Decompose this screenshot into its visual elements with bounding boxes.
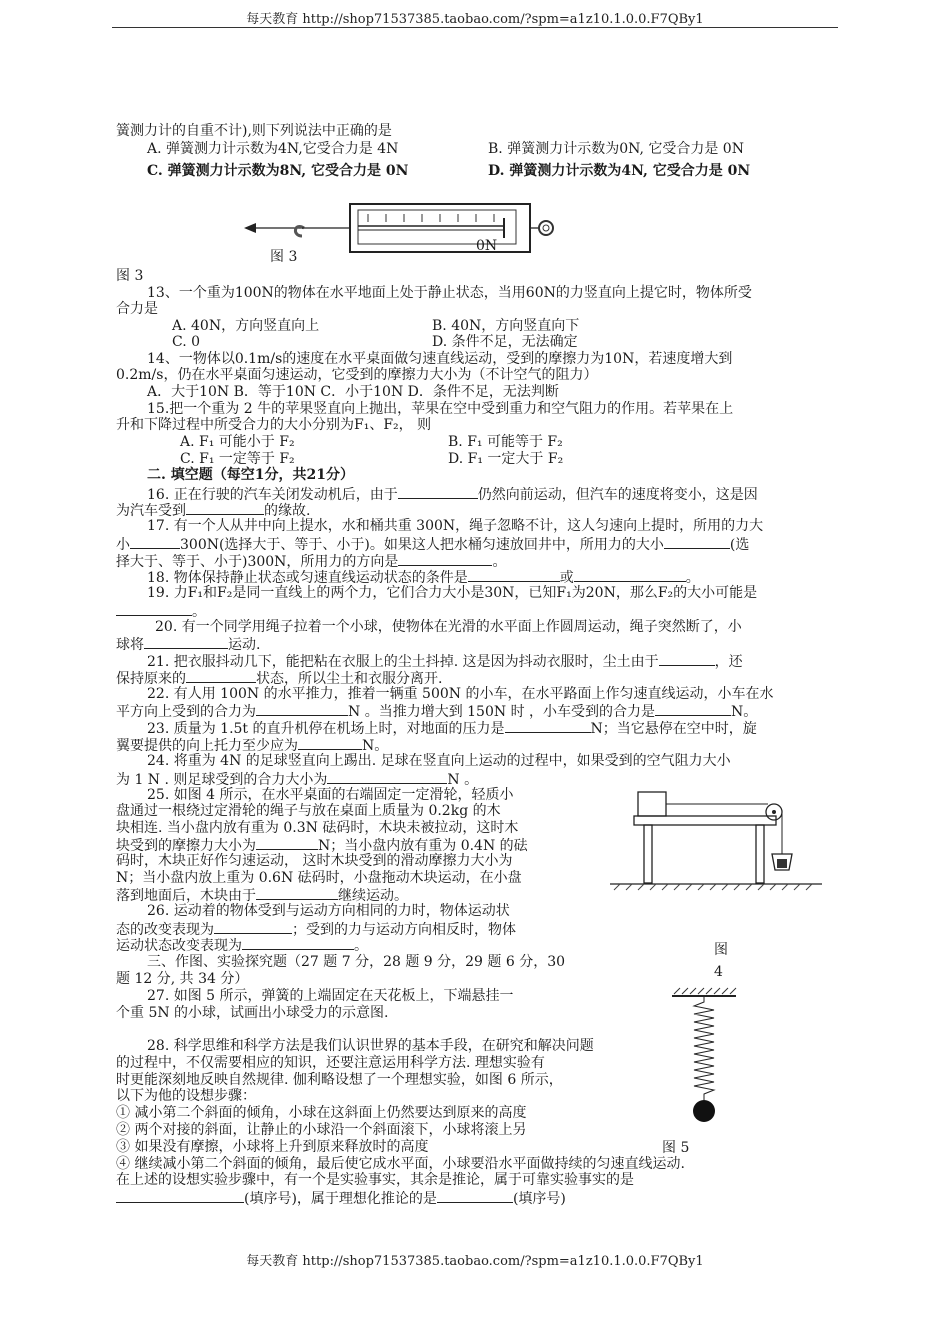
q16-blank-2[interactable]	[186, 501, 264, 515]
q25-text-4b: N；当小盘内放有重为 0.4N 的砝	[318, 838, 528, 854]
q15-option-d: D. F₁ 一定大于 F₂	[448, 451, 564, 467]
q28-line-4: 以下为他的设想步骤：	[116, 1088, 256, 1104]
q21-text-4: 状态，所以尘土和衣服分离开.	[256, 671, 443, 687]
q13-option-a: A. 40N，方向竖直向上	[172, 318, 320, 334]
q12-option-b: B. 弹簧测力计示数为0N, 它受合力是 0N	[488, 141, 744, 157]
q21-blank-2[interactable]	[186, 669, 256, 683]
q28-step-3: ③ 如果没有摩擦，小球将上升到原来释放时的高度	[116, 1139, 429, 1155]
q22-text-4: N。	[731, 704, 758, 720]
figure-5-spring-ball	[666, 984, 746, 1132]
figure-3-inner-label: 图 3	[270, 249, 298, 265]
q28-line-3: 时更能深刻地反映自然规律. 伽利略设想了一个理想实验，如图 6 所示，	[116, 1072, 563, 1088]
q24-text-3: N 。	[447, 772, 479, 788]
q27-line-2: 个重 5N 的小球，试画出小球受力的示意图.	[116, 1005, 389, 1021]
q13-line-1: 13、一个重为100N的物体在水平地面上处于静止状态，当用60N的力竖直向上提它时，物体所受	[147, 285, 752, 301]
q28-blank-2[interactable]	[437, 1189, 513, 1203]
q23-blank-2[interactable]	[298, 736, 362, 750]
q23-text-3: 翼要提供的向上托力至少应为	[116, 738, 298, 754]
figure-3-caption: 图 3	[116, 268, 144, 284]
q17-text-5: 择大于、等于、小于)300N，所用力的方向是	[116, 554, 399, 570]
q17-blank-1[interactable]	[130, 535, 180, 549]
q28-line-5: 在上述的设想实验步骤中，有一个是实验事实，其余是推论，属于可靠实验事实的是	[116, 1172, 634, 1188]
q26-text-2b: ；受到的力与运动方向相反时，物体	[292, 922, 516, 938]
q16-blank-1[interactable]	[398, 485, 478, 499]
q15-line-2: 升和下降过程中所受合力的大小分别为F₁、F₂， 则	[116, 417, 432, 433]
q26-blank-2[interactable]	[242, 936, 354, 950]
q20-text-2: 球将	[116, 637, 144, 653]
q24-line-1: 24. 将重为 4N 的足球竖直向上踢出. 足球在竖直向上运动的过程中，如果受到的空气阻力大小	[147, 753, 731, 769]
q19-text-2: 。	[192, 604, 206, 620]
q26-text-3a: 运动状态改变表现为	[116, 938, 242, 954]
q12-stem: 簧测力计的自重不计),则下列说法中正确的是	[116, 123, 392, 139]
q25-blank-2[interactable]	[256, 886, 338, 900]
q28-line-1: 28. 科学思维和科学方法是我们认识世界的基本手段，在研究和解决问题	[147, 1038, 594, 1054]
q15-option-c: C. F₁ 一定等于 F₂	[180, 451, 295, 467]
q16-text-4: 的缘故.	[264, 503, 311, 519]
q22-line-1: 22. 有人用 100N 的水平推力，推着一辆重 500N 的小车，在水平路面上作匀速直线运动，小车在水	[147, 686, 774, 702]
q13-line-2: 合力是	[116, 301, 158, 317]
q25-blank-1[interactable]	[256, 836, 318, 850]
q26-blank-1[interactable]	[214, 920, 292, 934]
section-3-line-2: 题 12 分, 共 34 分）	[116, 971, 249, 987]
q26-text-2a: 态的改变表现为	[116, 922, 214, 938]
q17-line-1: 17. 有一个人从井中向上提水，水和桶共重 300N，绳子忽略不计，这人匀速向上提时，所用的力大	[147, 518, 764, 534]
q27-line-1: 27. 如图 5 所示，弹簧的上端固定在天花板上，下端悬挂一	[147, 988, 514, 1004]
q21-blank-1[interactable]	[659, 652, 715, 666]
q25-text-7a: 落到地面后，木块由于	[116, 888, 256, 904]
section-3-line-1: 三、作图、实验探究题（27 题 7 分，28 题 9 分，29 题 6 分，30	[147, 954, 566, 970]
q28-line-2: 的过程中，不仅需要相应的知识，还要注意运用科学方法. 理想实验有	[116, 1055, 545, 1071]
header-top: 每天教育 http://shop71537385.taobao.com/?spm=a1z10.1.0.0.F7QBy1	[246, 12, 704, 27]
q16-text-1: 16. 正在行驶的汽车关闭发动机后，由于	[147, 487, 398, 503]
q17-blank-2[interactable]	[664, 535, 730, 549]
q17-text-2: 小	[116, 537, 130, 553]
q20-text-3: 运动.	[228, 637, 261, 653]
q19-line-1: 19. 力F₁和F₂是同一直线上的两个力，它们合力大小是30N，已知F₁为20N，那么F₂的大小可能是	[147, 585, 758, 601]
q25-text-7b: 继续运动。	[338, 888, 408, 904]
q25-line-6: N；当小盘内放上重为 0.6N 砝码时，小盘拖动木块运动，在小盘	[116, 870, 522, 886]
q17-blank-3[interactable]	[398, 552, 492, 566]
q14-line-2: 0.2m/s，仍在水平桌面匀速运动，它受到的摩擦力大小为（不计空气的阻力）	[116, 367, 598, 383]
q22-text-2: 平方向上受到的合力为	[116, 704, 256, 720]
q28-text-6b: (填序号)	[512, 1191, 566, 1207]
q21-text-1: 21. 把衣服抖动几下，能把粘在衣服上的尘土抖掉. 这是因为抖动衣服时，尘土由于	[147, 654, 659, 670]
q18-blank-2[interactable]	[574, 568, 686, 582]
q23-blank-1[interactable]	[505, 719, 591, 733]
q18-text-3: 。	[685, 570, 700, 586]
q16-text-3: 为汽车受到	[116, 503, 186, 519]
q22-text-3: N 。当推力增大到 150N 时 ，小车受到的合力是	[348, 704, 656, 720]
q25-text-4a: 块受到的摩擦力大小为	[116, 838, 256, 854]
q26-line-3	[116, 936, 368, 955]
q18-text-2: 或	[559, 570, 574, 586]
footer: 每天教育 http://shop71537385.taobao.com/?spm=a1z10.1.0.0.F7QBy1	[246, 1254, 704, 1269]
q28-step-4: ④ 继续减小第二个斜面的倾角，最后使它成水平面，小球要沿水平面做持续的匀速直线运动.	[116, 1156, 685, 1172]
q12-option-d: D. 弹簧测力计示数为4N, 它受合力是 0N	[488, 163, 751, 179]
q23-text-1: 23. 质量为 1.5t 的直升机停在机场上时，对地面的压力是	[147, 721, 505, 737]
q14-line-1: 14、一物体以0.1m/s的速度在水平桌面做匀速直线运动，受到的摩擦力为10N，若速度增大到	[147, 351, 733, 367]
q28-step-1: ① 减小第二个斜面的倾角，小球在这斜面上仍然要达到原来的高度	[116, 1105, 527, 1121]
q25-line-5: 码时，木块正好作匀速运动， 这时木块受到的滑动摩擦力大小为	[116, 853, 513, 869]
q17-text-6: 。	[492, 554, 507, 570]
q15-option-b: B. F₁ 可能等于 F₂	[448, 434, 563, 450]
q13-option-c: C. 0	[172, 334, 201, 350]
q20-line-1: 20. 有一个同学用绳子拉着一个小球，使物体在光滑的水平面上作圆周运动，绳子突然断了，小	[155, 619, 742, 635]
q17-text-3: 300N(选择大于、等于、小于)。如果这人把水桶匀速放回井中，所用力的大小	[180, 537, 664, 553]
q21-text-2: ，还	[714, 654, 743, 670]
q20-blank[interactable]	[144, 635, 228, 649]
q25-line-2: 盘通过一根绕过定滑轮的绳子与放在桌面上质量为 0.2kg 的木	[116, 803, 501, 819]
q22-blank-2[interactable]	[655, 702, 731, 716]
q25-line-1: 25. 如图 4 所示，在水平桌面的右端固定一定滑轮，轻质小	[147, 787, 514, 803]
q25-line-3: 块相连. 当小盘内放有重为 0.3N 砝码时，木块未被拉动，这时木	[116, 820, 519, 836]
q23-text-4: N。	[362, 738, 389, 754]
q22-blank-1[interactable]	[256, 702, 348, 716]
q28-text-6a: (填序号)，属于理想化推论的是	[244, 1191, 437, 1207]
q15-option-a: A. F₁ 可能小于 F₂	[180, 434, 295, 450]
q19-blank[interactable]	[116, 602, 192, 616]
q14-options: A．大于10N B．等于10N C．小于10N D．条件不足，无法判断	[147, 384, 559, 400]
q21-text-3: 保持原来的	[116, 671, 186, 687]
q28-line-6	[116, 1189, 566, 1208]
q18-blank-1[interactable]	[468, 568, 560, 582]
q13-option-b: B. 40N，方向竖直向下	[432, 318, 580, 334]
q18-text-1: 18. 物体保持静止状态或匀速直线运动状态的条件是	[147, 570, 468, 586]
q24-text-2: 为 1 N . 则足球受到的合力大小为	[116, 772, 328, 788]
q26-text-3b: 。	[354, 938, 368, 954]
header-divider	[112, 27, 838, 28]
figure-4-pulley-table	[600, 784, 830, 896]
q28-step-2: ② 两个对接的斜面，让静止的小球沿一个斜面滚下，小球将滚上另	[116, 1122, 527, 1138]
figure-5-caption: 图 5	[662, 1140, 690, 1156]
q12-option-a: A. 弹簧测力计示数为4N,它受合力是 4N	[147, 141, 399, 157]
figure-4-caption-1: 图	[714, 942, 728, 958]
q24-blank[interactable]	[327, 770, 447, 784]
q23-text-2: N；当它悬停在空中时，旋	[590, 721, 757, 737]
q26-line-1: 26. 运动着的物体受到与运动方向相同的力时，物体运动状	[147, 903, 510, 919]
figure-4-caption-2: 4	[714, 964, 723, 980]
q17-text-4: (选	[729, 537, 750, 553]
q13-option-d: D. 条件不足，无法确定	[432, 334, 578, 350]
q28-blank-1[interactable]	[116, 1189, 244, 1203]
q12-option-c: C. 弹簧测力计示数为8N, 它受合力是 0N	[147, 163, 409, 179]
figure-3-scale-label: 0N	[476, 238, 498, 254]
q16-text-2: 仍然向前运动，但汽车的速度将变小，这是因	[477, 487, 758, 503]
q15-line-1: 15.把一个重为 2 牛的苹果竖直向上抛出，苹果在空中受到重力和空气阻力的作用。若苹果在上	[147, 401, 734, 417]
section-2-title: 二. 填空题（每空1分，共21分）	[147, 467, 354, 483]
